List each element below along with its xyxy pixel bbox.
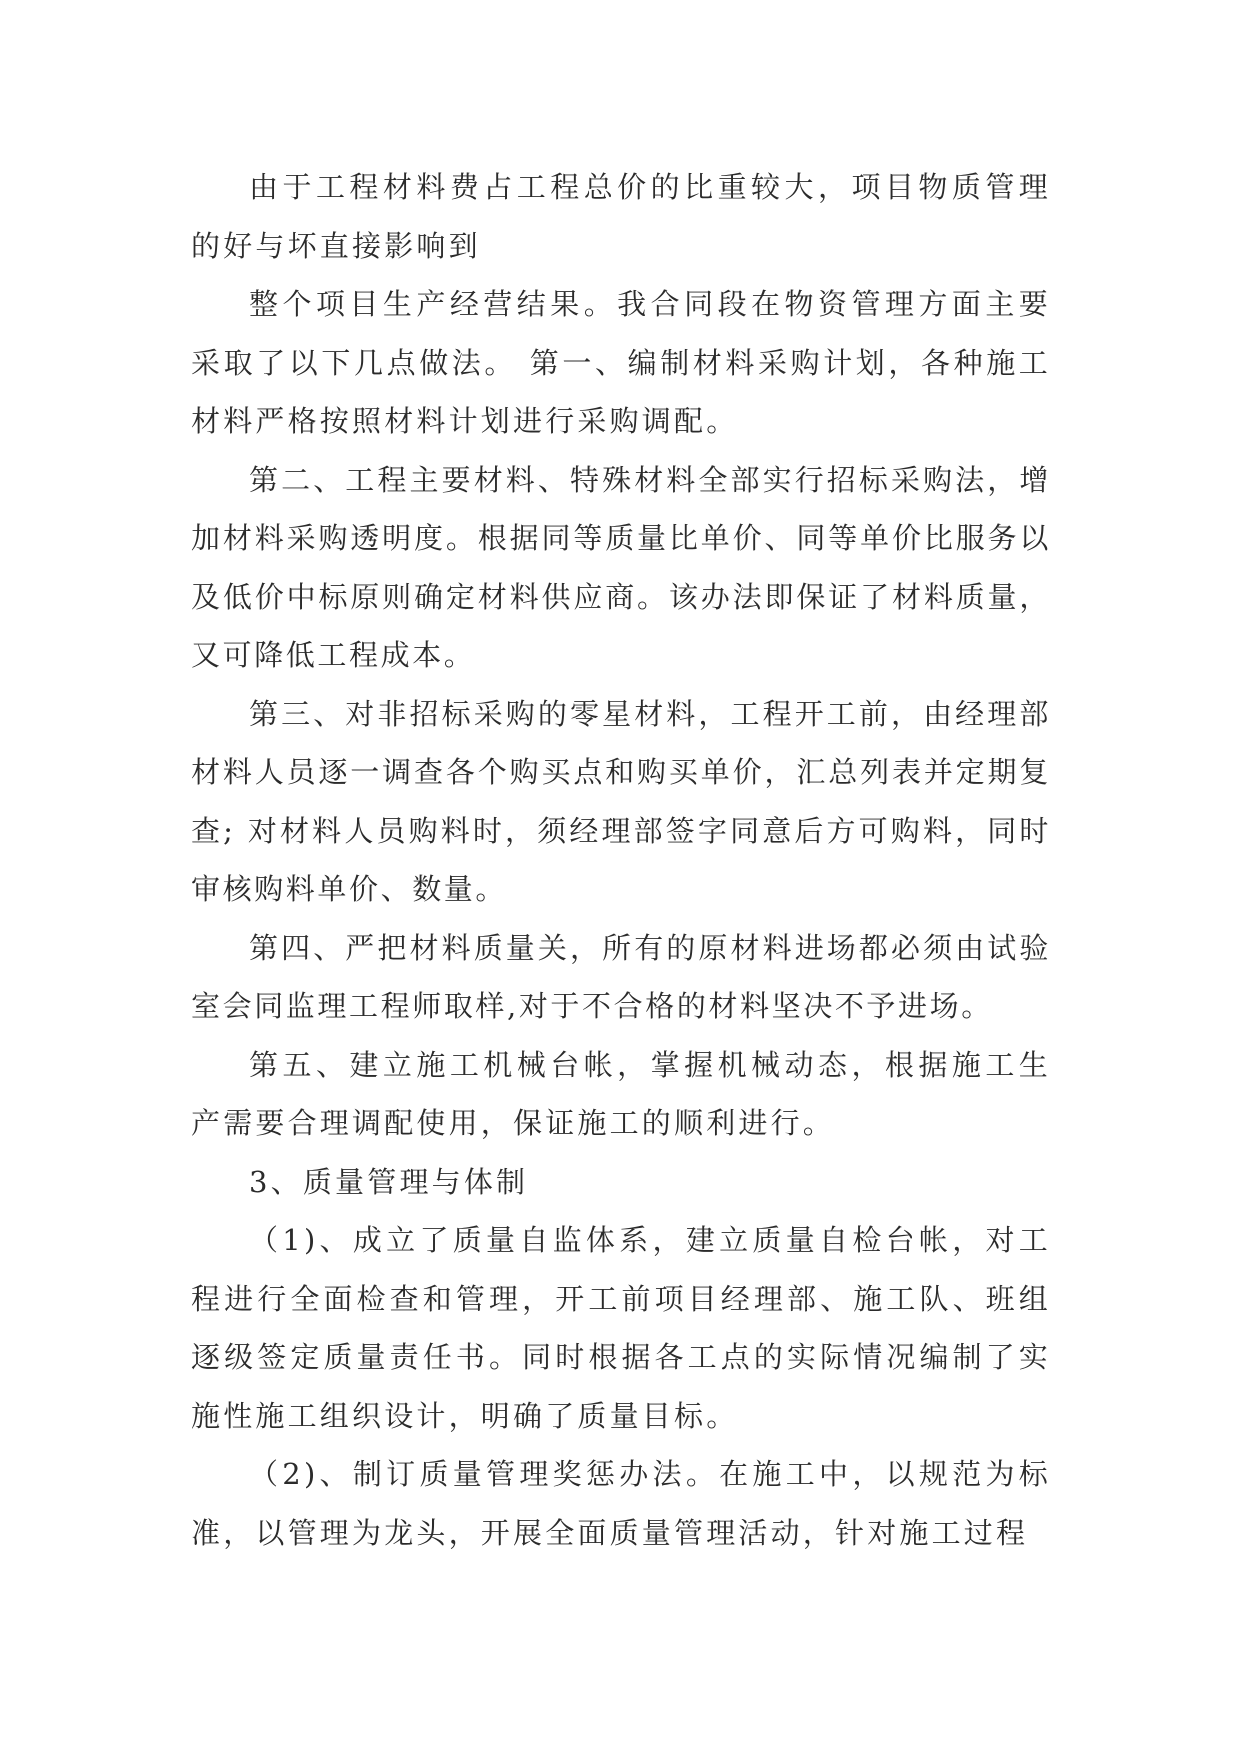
section-heading-quality-management: 3、质量管理与体制: [249, 1164, 529, 1199]
paragraph-reward-penalty: （2)、制订质量管理奖惩办法。在施工中，以规范为标准，以管理为龙头，开展全面质量管理活动，针对施工过程: [191, 1457, 1051, 1550]
paragraph-quality-check: 第四、严把材料质量关，所有的原材料进场都必须由试验室会同监理工程师取样,对于不合格的材料坚决不予进场。: [191, 930, 1051, 1023]
document-body: [191, 158, 1051, 1562]
paragraph-small-materials: 第三、对非招标采购的零星材料，工程开工前，由经理部材料人员逐一调查各个购买点和购买单价，汇总列表并定期复查; 对材料人员购料时，须经理部签字同意后方可购料，同时审核购料单价、数量。: [191, 696, 1051, 906]
paragraph-material-cost: 由于工程材料费占工程总价的比重较大，项目物质管理的好与坏直接影响到: [191, 170, 1051, 263]
paragraph-machinery-ledger: 第五、建立施工机械台帐，掌握机械动态，根据施工生产需要合理调配使用，保证施工的顺利进行。: [191, 1047, 1051, 1140]
paragraph-material-management: 整个项目生产经营结果。我合同段在物资管理方面主要采取了以下几点做法。 第一、编制材料采购计划，各种施工材料严格按照材料计划进行采购调配。: [191, 287, 1051, 438]
paragraph-tender-purchase: 第二、工程主要材料、特殊材料全部实行招标采购法，增加材料采购透明度。根据同等质量比单价、同等单价比服务以及低价中标原则确定材料供应商。该办法即保证了材料质量，又可降低工程成本。: [191, 462, 1051, 672]
paragraph-quality-system: （1)、成立了质量自监体系，建立质量自检台帐，对工程进行全面检查和管理，开工前项目经理部、施工队、班组逐级签定质量责任书。同时根据各工点的实际情况编制了实施性施工组织设计，明确了质量目标。: [191, 1223, 1051, 1433]
